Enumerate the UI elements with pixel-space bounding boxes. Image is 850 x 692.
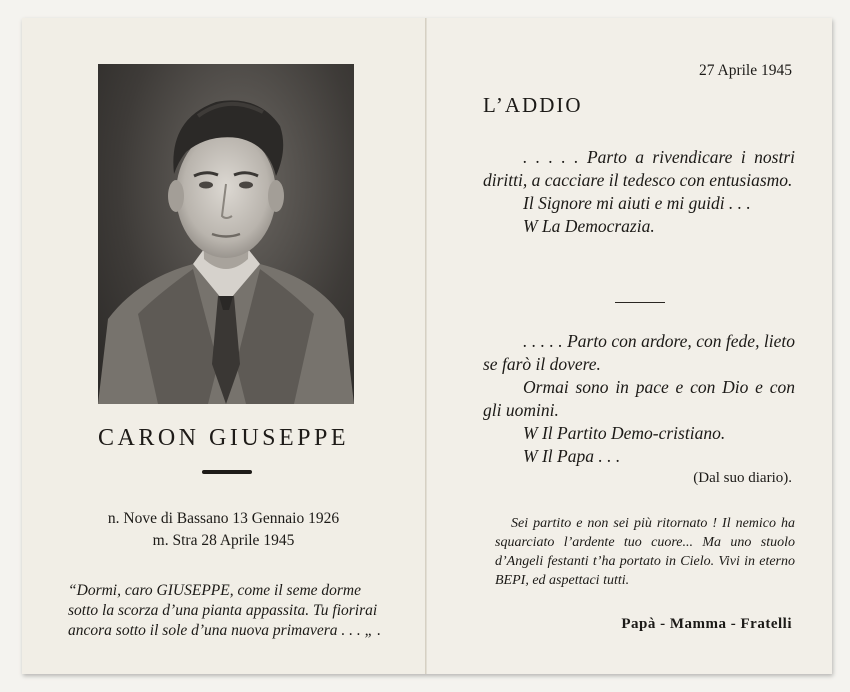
death-line: m. Stra 28 Aprile 1945 [152, 532, 295, 549]
divider-thick [202, 470, 252, 474]
portrait-photo [98, 64, 354, 404]
verse-line: . . . . . Parto a rivendicare i nostri diritti, a cacciare il tedesco con entusiasmo. [483, 147, 795, 190]
right-page [427, 18, 832, 674]
letter-date: 27 Aprile 1945 [699, 62, 792, 79]
verse-line: W La Democrazia. [523, 216, 655, 236]
deceased-name: CARON GIUSEPPE [97, 425, 350, 451]
letter-title: L’ADDIO [483, 93, 583, 117]
closing-message [495, 514, 795, 590]
farewell-verse-1 [483, 146, 795, 238]
life-dates [22, 508, 425, 552]
birth-line: n. Nove di Bassano 13 Gennaio 1926 [107, 510, 340, 527]
verse-line: . . . . . Parto con ardore, con fede, lieto se farò il dovere. [483, 331, 795, 374]
verse-line: W Il Papa . . . [523, 446, 621, 466]
epitaph-quote: “Dormi, caro GIUSEPPE, come il seme dorme sotto la scorza d’una pianta appassita. Tu fiorirai ancora sotto il sole d’una nuova primavera . . . „ . [68, 582, 381, 639]
portrait-figure [98, 64, 354, 404]
memorial-card [22, 18, 832, 674]
divider-thin [615, 302, 665, 303]
verse-line: Ormai sono in pace e con Dio e con gli uomini. [483, 377, 795, 420]
source-note: (Dal suo diario). [693, 470, 792, 486]
family-signature: Papà - Mamma - Fratelli [621, 616, 792, 632]
farewell-verse-2 [483, 330, 795, 468]
verse-line: W Il Partito Demo-cristiano. [523, 423, 726, 443]
left-page [22, 18, 426, 674]
verse-line: Il Signore mi aiuti e mi guidi . . . [523, 193, 751, 213]
closing-text: Sei partito e non sei più ritornato ! Il nemico ha squarciato l’ardente tuo cuore... Ma uno stuolo d’Angeli festanti t’ha portato in Cielo. Vivi in eterno BEPI, ed aspettaci tutti. [495, 516, 795, 588]
